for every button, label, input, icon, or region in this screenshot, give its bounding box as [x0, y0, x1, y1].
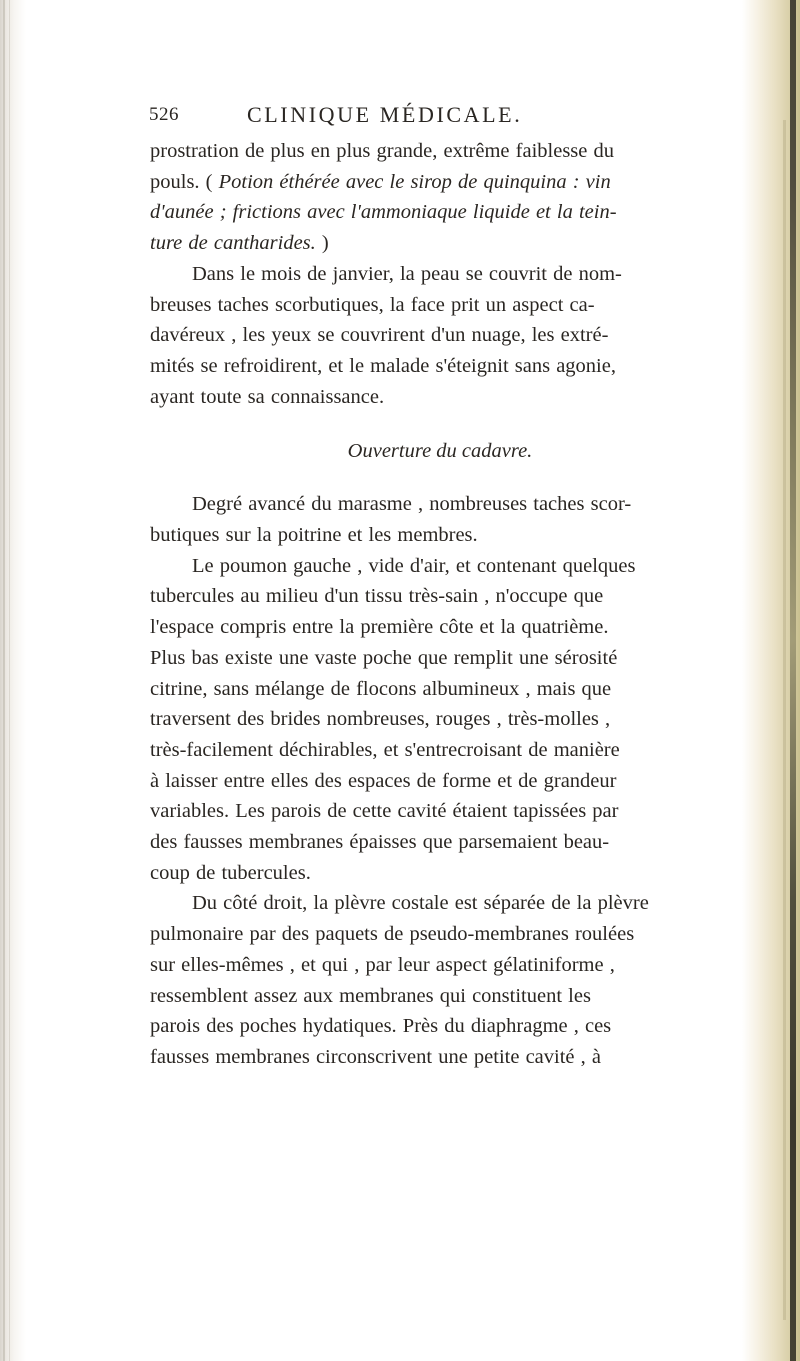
text-run: Dans le mois de janvier, la peau se couvrit de nom-: [192, 262, 622, 285]
text-line: [150, 643, 730, 674]
text-run: breuses taches scorbutiques, la face prit un aspect ca-: [150, 293, 595, 316]
text-line: [150, 581, 730, 612]
text-line: [150, 320, 730, 351]
text-line: [150, 167, 730, 198]
text-line: [150, 704, 730, 735]
text-line: [150, 489, 730, 520]
text-line: [150, 766, 730, 797]
text-line: [150, 919, 730, 950]
text-run: Plus bas existe une vaste poche que remplit une sérosité: [150, 646, 618, 669]
text-run: Degré avancé du marasme , nombreuses taches scor-: [192, 493, 632, 516]
section-heading: Ouverture du cadavre.: [347, 440, 533, 463]
book-page: [150, 102, 730, 1073]
text-line: [150, 520, 730, 551]
text-run: très-facilement déchirables, et s'entrecroisant de manière: [150, 738, 620, 761]
text-line: [150, 612, 730, 643]
text-after-heading: [150, 489, 730, 1072]
text-line: [150, 981, 730, 1012]
text-line: [150, 290, 730, 321]
text-run: butiques sur la poitrine et les membres.: [150, 524, 478, 547]
text-run: Le poumon gauche , vide d'air, et contenant quelques: [192, 554, 636, 577]
page-gutter-left: [0, 0, 26, 1361]
text-run: citrine, sans mélange de flocons albumineux , mais que: [150, 677, 612, 700]
text-run: sur elles-mêmes , et qui , par leur aspect gélatiniforme ,: [150, 953, 615, 976]
text-line: [150, 551, 730, 582]
text-line: [150, 228, 730, 259]
text-run: traversent des brides nombreuses, rouges , très-molles ,: [150, 708, 611, 731]
paragraph-p4: [150, 551, 730, 889]
italic-text: ture de cantharides.: [150, 232, 316, 255]
text-run: fausses membranes circonscrivent une petite cavité , à: [150, 1045, 601, 1068]
text-run: pouls. (: [150, 170, 219, 193]
text-line: [150, 136, 730, 167]
paragraph-p1: [150, 136, 730, 259]
page-gutter-right: [742, 0, 800, 1361]
text-line: [150, 858, 730, 889]
text-run: prostration de plus en plus grande, extrême faiblesse du: [150, 140, 614, 162]
running-head: [150, 102, 730, 136]
text-line: [150, 1042, 730, 1073]
text-line: [150, 888, 730, 919]
paragraph-p5: [150, 888, 730, 1072]
text-run: ): [315, 232, 329, 255]
text-run: ressemblent assez aux membranes qui constituent les: [150, 984, 591, 1007]
text-run: davéreux , les yeux se couvrirent d'un nuage, les extré-: [150, 324, 609, 347]
text-line: [150, 827, 730, 858]
text-before-heading: [150, 136, 730, 412]
paragraph-p2: [150, 259, 730, 413]
page-number: 526: [149, 104, 179, 125]
italic-text: d'aunée ; frictions avec l'ammoniaque liquide et la tein-: [150, 201, 617, 224]
text-run: variables. Les parois de cette cavité étaient tapissées par: [150, 800, 619, 823]
text-line: [150, 197, 730, 228]
paragraph-p3: [150, 489, 730, 550]
italic-text: Potion éthérée avec le sirop de quinquina : vin: [218, 170, 611, 193]
text-run: des fausses membranes épaisses que parsemaient beau-: [150, 831, 610, 854]
text-line: [150, 674, 730, 705]
text-line: [150, 796, 730, 827]
text-run: l'espace compris entre la première côte et la quatrième.: [150, 616, 609, 639]
text-run: à laisser entre elles des espaces de forme et de grandeur: [150, 769, 617, 792]
text-run: Du côté droit, la plèvre costale est séparée de la plèvre: [192, 892, 649, 915]
text-line: [150, 1011, 730, 1042]
text-run: tubercules au milieu d'un tissu très-sain , n'occupe que: [150, 585, 604, 608]
text-run: coup de tubercules.: [150, 861, 311, 884]
text-run: mités se refroidirent, et le malade s'éteignit sans agonie,: [150, 354, 616, 377]
text-run: ayant toute sa connaissance.: [150, 385, 385, 408]
text-line: [150, 382, 730, 413]
text-run: parois des poches hydatiques. Près du diaphragme , ces: [150, 1015, 612, 1038]
running-title: CLINIQUE MÉDICALE.: [247, 102, 523, 127]
text-line: [150, 950, 730, 981]
text-line: [150, 735, 730, 766]
text-line: [150, 259, 730, 290]
text-line: [150, 351, 730, 382]
text-run: pulmonaire par des paquets de pseudo-membranes roulées: [150, 923, 635, 946]
